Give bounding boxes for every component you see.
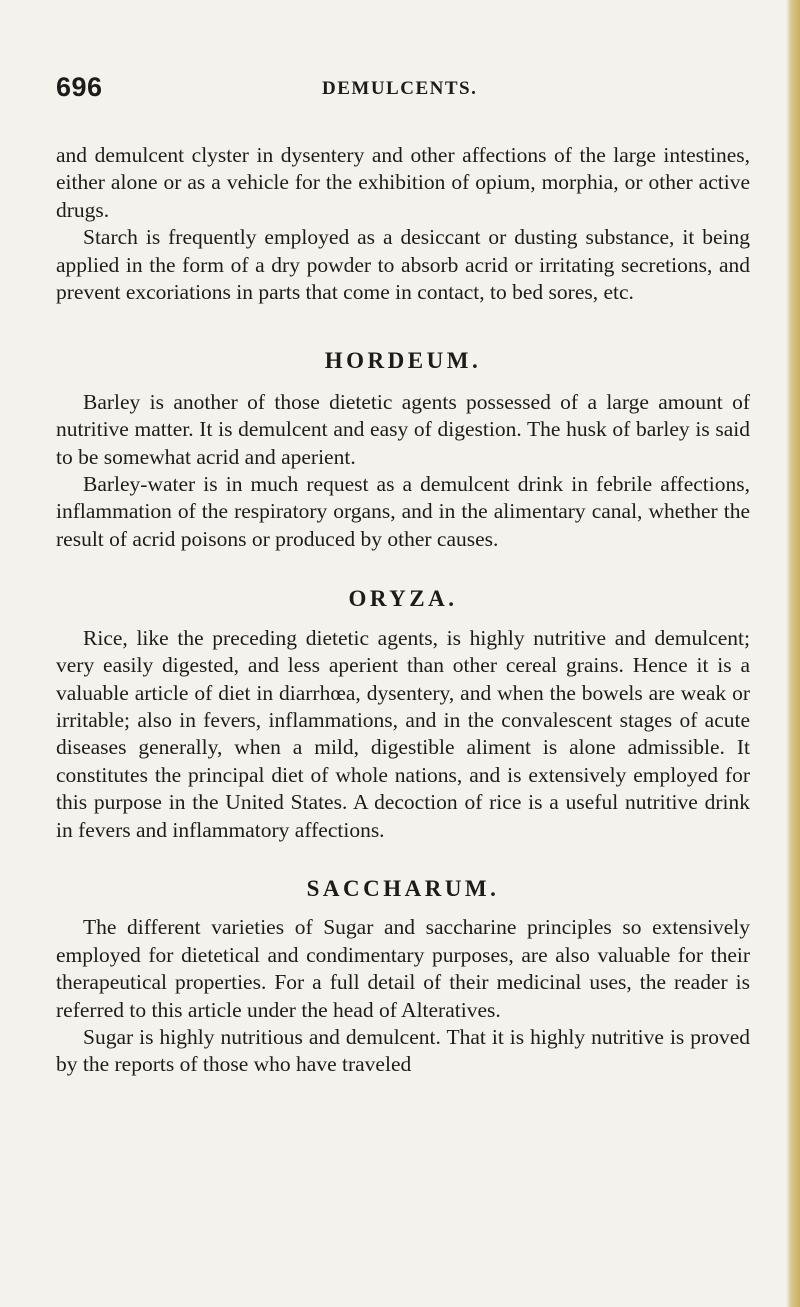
paragraph-barley-water: Barley-water is in much request as a demulcent drink in febrile affections, inflammation of the respiratory organs, and in the alimentary canal, whether the result of acrid poisons or produced by other causes. (56, 472, 750, 551)
page-edge (786, 0, 800, 1307)
paragraph-rice: Rice, like the preceding dietetic agents, is highly nutritive and demulcent; very easily digested, and less aperient than other cereal grains. Hence it is a valuable article of diet in diarrhœa, dysentery, and when the bowels are weak or irritable; also in fevers, inflammations, and in the convalescent stages of acute diseases generally, when a mild, digestible aliment is alone admissible. It constitutes the principal diet of whole nations, and is extensively employed for this purpose in the United States. A decoction of rice is a useful nutritive drink in fevers and inflammatory affections. (56, 625, 750, 842)
paragraph-barley: Barley is another of those dietetic agents possessed of a large amount of nutritive matter. It is demulcent and easy of digestion. The husk of barley is said to be somewhat acrid and aperient. (56, 389, 750, 469)
paragraph-continuation: and demulcent clyster in dysentery and other affections of the large intestines, either alone or as a vehicle for the exhibition of opium, morphia, or other active drugs. (56, 143, 750, 222)
paragraph-sugar-varieties: The different varieties of Sugar and saccharine principles so extensively employed for dietetical and condimentary purposes, are also valuable for their therapeutical properties. For a full detail of their medicinal uses, the reader is referred to this article under the head of Alteratives. (56, 915, 750, 1022)
section-heading-hordeum: HORDEUM. (324, 348, 482, 374)
section-heading-oryza: ORYZA. (348, 586, 458, 612)
running-title: DEMULCENTS. (322, 78, 478, 99)
running-head (56, 72, 756, 112)
paragraph-sugar-nutritive: Sugar is highly nutritious and demulcent. That it is highly nutritive is proved by the reports of those who have traveled (56, 1024, 750, 1077)
section-heading-saccharum: SACCHARUM. (306, 875, 500, 901)
page-number: 696 (56, 72, 103, 102)
paragraph-starch: Starch is frequently employed as a desiccant or dusting substance, it being applied in the form of a dry powder to absorb acrid or irritating secretions, and prevent excoriations in parts that come in contact, to bed sores, etc. (56, 225, 750, 305)
body-text (56, 142, 750, 1079)
